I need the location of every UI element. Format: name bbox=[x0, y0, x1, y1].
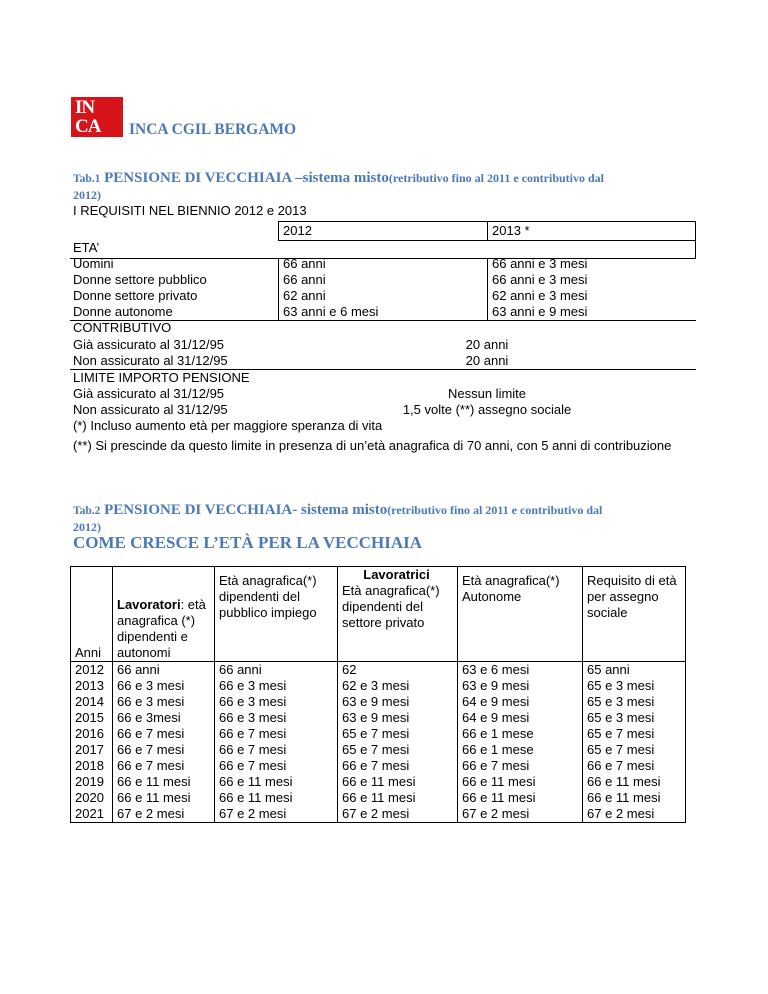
t1-row-label: Uomini bbox=[73, 256, 114, 271]
tab2-cell: 64 e 9 mesi bbox=[462, 694, 530, 709]
tab2-cell: 63 e 9 mesi bbox=[342, 710, 410, 725]
t1-row-2013: 63 anni e 9 mesi bbox=[492, 304, 588, 319]
t1-row-2012: 66 anni bbox=[283, 272, 326, 287]
tab2-cell-pubblico bbox=[215, 662, 338, 823]
t1-head-2013: 2013 * bbox=[492, 223, 530, 238]
tab2-cell: 2014 bbox=[75, 694, 104, 709]
tab2-cell: 66 e 1 mese bbox=[462, 726, 534, 741]
tab2-cell: 66 e 11 mesi bbox=[587, 790, 661, 805]
tab2-head-sociale bbox=[583, 567, 686, 662]
tab2-head-privato-l2: dipendenti del bbox=[342, 599, 423, 614]
tab2-cell: 2019 bbox=[75, 774, 104, 789]
tab2-head-lavoratori bbox=[113, 567, 215, 662]
t1-section-eta: ETA’ bbox=[73, 240, 100, 255]
tab2-cell: 62 bbox=[342, 662, 357, 677]
tab2-head-pubblico-l2: dipendenti del bbox=[219, 589, 300, 604]
tab2-cell: 67 e 2 mesi bbox=[587, 806, 655, 821]
logo-text-bottom: CA bbox=[75, 116, 101, 137]
tab2-table bbox=[70, 566, 686, 823]
tab2-cell-anni bbox=[71, 662, 113, 823]
tab2-cell: 67 e 2 mesi bbox=[219, 806, 287, 821]
tab1-prefix: Tab.1 bbox=[73, 173, 101, 185]
tab2-cell: 66 e 7 mesi bbox=[587, 758, 655, 773]
tab2-head-pubblico bbox=[215, 567, 338, 662]
tab2-cell: 66 e 3 mesi bbox=[219, 710, 287, 725]
tab2-cell: 66 anni bbox=[117, 662, 160, 677]
t1-contrib-label: Già assicurato al 31/12/95 bbox=[73, 337, 225, 352]
tab2-head-pubblico-l1: Età anagrafica(*) bbox=[219, 573, 317, 588]
brand-title: INCA CGIL BERGAMO bbox=[129, 121, 297, 138]
tab2-cell: 65 e 7 mesi bbox=[587, 742, 655, 757]
tab2-cell: 66 e 7 mesi bbox=[342, 758, 410, 773]
tab2-cell: 66 e 1 mese bbox=[462, 742, 534, 757]
tab2-cell: 2012 bbox=[75, 662, 104, 677]
tab2-cell: 66 e 11 mesi bbox=[117, 774, 191, 789]
t1-line-right bbox=[695, 240, 696, 259]
tab2-cell: 2018 bbox=[75, 758, 104, 773]
tab2-cell: 2021 bbox=[75, 806, 104, 821]
t1-section-limite: LIMITE IMPORTO PENSIONE bbox=[73, 370, 250, 385]
tab2-cell: 67 e 2 mesi bbox=[117, 806, 185, 821]
t1-line-v2 bbox=[487, 221, 488, 241]
tab2-note-line1: (retributivo fino al 2011 e contributivo dal bbox=[387, 503, 603, 517]
tab2-cell: 66 e 11 mesi bbox=[342, 790, 416, 805]
t1-row-label: Donne settore privato bbox=[73, 288, 198, 303]
tab1-note bbox=[73, 185, 101, 205]
t1-line-v1 bbox=[278, 221, 279, 241]
tab2-cell: 65 anni bbox=[587, 662, 630, 677]
tab2-head-lavoratori-l3: dipendenti e bbox=[117, 629, 188, 644]
t1-line-eta bbox=[70, 258, 696, 259]
tab2-cell: 66 e 7 mesi bbox=[117, 742, 185, 757]
tab2-head-sociale-l1: Requisito di età bbox=[587, 573, 677, 588]
tab2-cell: 66 e 7 mesi bbox=[117, 726, 185, 741]
t1-row-2013: 62 anni e 3 mesi bbox=[492, 288, 588, 303]
logo-text-top: IN bbox=[75, 97, 95, 118]
t1-row-label: Donne settore pubblico bbox=[73, 272, 207, 287]
tab2-head-privato bbox=[338, 567, 458, 662]
tab2-cell: 64 e 9 mesi bbox=[462, 710, 530, 725]
tab2-cell-sociale bbox=[583, 662, 686, 823]
tab2-cell: 65 e 3 mesi bbox=[587, 710, 655, 725]
tab2-cell: 66 e 7 mesi bbox=[117, 758, 185, 773]
tab1-title-text: PENSIONE DI VECCHIAIA –sistema misto bbox=[104, 170, 389, 186]
tab2-data-row bbox=[71, 662, 686, 823]
tab2-cell: 2016 bbox=[75, 726, 104, 741]
tab2-head-sociale-l2: per assegno bbox=[587, 589, 659, 604]
tab2-cell: 65 e 7 mesi bbox=[342, 742, 410, 757]
tab2-cell: 66 e 11 mesi bbox=[117, 790, 191, 805]
t1-row-2013: 66 anni e 3 mesi bbox=[492, 256, 588, 271]
t1-line-v4 bbox=[278, 258, 279, 320]
tab2-cell: 66 e 7 mesi bbox=[219, 726, 287, 741]
tab2-head-sociale-l3: sociale bbox=[587, 605, 628, 620]
t1-section-contrib: CONTRIBUTIVO bbox=[73, 320, 172, 335]
tab2-group-lavoratrici: Lavoratrici bbox=[363, 567, 430, 582]
tab2-cell: 63 e 9 mesi bbox=[462, 678, 530, 693]
tab2-cell: 66 e 11 mesi bbox=[462, 774, 536, 789]
tab2-cell-privato bbox=[338, 662, 458, 823]
tab2-head-anni bbox=[71, 567, 113, 662]
tab2-cell: 66 e 3 mesi bbox=[219, 694, 287, 709]
tab2-cell: 66 e 3mesi bbox=[117, 710, 181, 725]
t1-limite-value: Nessun limite bbox=[447, 386, 527, 401]
tab2-cell: 65 e 7 mesi bbox=[587, 726, 655, 741]
tab2-head-privato-l1: Età anagrafica(*) bbox=[342, 583, 440, 598]
tab2-cell: 66 e 7 mesi bbox=[462, 758, 530, 773]
tab2-cell: 66 e 7 mesi bbox=[219, 758, 287, 773]
tab2-cell-autonome bbox=[458, 662, 583, 823]
tab1-note-line2: 2012) bbox=[73, 188, 101, 202]
tab2-head-anni-text: Anni bbox=[75, 645, 102, 660]
tab2-head-lavoratori-l2: anagrafica (*) bbox=[117, 613, 196, 628]
t1-limite-label: Già assicurato al 31/12/95 bbox=[73, 386, 225, 401]
tab2-head-lavoratori-rest: : età bbox=[180, 597, 206, 612]
tab2-cell: 2017 bbox=[75, 742, 104, 757]
tab2-head-autonome bbox=[458, 567, 583, 662]
tab2-cell: 66 e 3 mesi bbox=[219, 678, 287, 693]
tab2-cell: 65 e 3 mesi bbox=[587, 678, 655, 693]
inca-logo bbox=[71, 97, 123, 137]
tab2-cell: 65 e 3 mesi bbox=[587, 694, 655, 709]
tab1-footnote1: (*) Incluso aumento età per maggiore speranza di vita bbox=[73, 418, 383, 433]
tab2-header-row bbox=[71, 567, 686, 662]
tab2-note-line2: 2012) bbox=[73, 520, 101, 534]
tab2-cell: 62 e 3 mesi bbox=[342, 678, 410, 693]
tab1-footnote2: (**) Si prescinde da questo limite in presenza di un’età anagrafica di 70 anni, con 5 anni di contribuzione bbox=[73, 438, 672, 453]
t1-contrib-value: 20 anni bbox=[465, 353, 509, 368]
tab2-title bbox=[73, 500, 713, 521]
tab2-head-autonome-l1: Età anagrafica(*) bbox=[462, 573, 560, 588]
tab2-cell: 66 e 11 mesi bbox=[219, 774, 293, 789]
t1-line-v5 bbox=[487, 258, 488, 320]
tab2-title-text: PENSIONE DI VECCHIAIA- sistema misto bbox=[104, 502, 388, 518]
t1-line-mid bbox=[278, 240, 696, 241]
t1-head-2012: 2012 bbox=[283, 223, 312, 238]
t1-line-v3 bbox=[695, 221, 696, 241]
t1-limite-value: 1,5 volte (**) assegno sociale bbox=[402, 402, 572, 417]
tab2-head-privato-l3: settore privato bbox=[342, 615, 425, 630]
tab2-head-autonome-l2: Autonome bbox=[462, 589, 522, 604]
tab2-prefix: Tab.2 bbox=[73, 505, 101, 517]
tab1-note-line1: (retributivo fino al 2011 e contributivo dal bbox=[388, 171, 605, 185]
t1-limite-label: Non assicurato al 31/12/95 bbox=[73, 402, 228, 417]
tab1-title bbox=[73, 168, 703, 189]
tab2-cell: 66 e 7 mesi bbox=[219, 742, 287, 757]
t1-row-2012: 62 anni bbox=[283, 288, 326, 303]
t1-row-2012: 63 anni e 6 mesi bbox=[283, 304, 379, 319]
tab2-cell: 65 e 7 mesi bbox=[342, 726, 410, 741]
tab2-cell: 66 e 11 mesi bbox=[587, 774, 661, 789]
tab2-cell: 2013 bbox=[75, 678, 104, 693]
t1-row-label: Donne autonome bbox=[73, 304, 173, 319]
tab2-cell: 63 e 6 mesi bbox=[462, 662, 530, 677]
tab2-cell: 67 e 2 mesi bbox=[462, 806, 530, 821]
t1-row-2012: 66 anni bbox=[283, 256, 326, 271]
tab1-subtitle: I REQUISITI NEL BIENNIO 2012 e 2013 bbox=[73, 203, 307, 218]
tab2-cell: 66 anni bbox=[219, 662, 262, 677]
tab2-head-pubblico-l3: pubblico impiego bbox=[219, 605, 317, 620]
tab2-cell: 66 e 11 mesi bbox=[342, 774, 416, 789]
t1-contrib-label: Non assicurato al 31/12/95 bbox=[73, 353, 228, 368]
tab2-head-lavoratori-bold: Lavoratori bbox=[117, 597, 181, 612]
tab2-cell-lavoratori bbox=[113, 662, 215, 823]
tab2-cell: 67 e 2 mesi bbox=[342, 806, 410, 821]
t1-row-2013: 66 anni e 3 mesi bbox=[492, 272, 588, 287]
tab2-cell: 66 e 3 mesi bbox=[117, 694, 185, 709]
tab2-cell: 66 e 11 mesi bbox=[462, 790, 536, 805]
tab2-cell: 63 e 9 mesi bbox=[342, 694, 410, 709]
tab2-cell: 2020 bbox=[75, 790, 104, 805]
tab2-cell: 66 e 11 mesi bbox=[219, 790, 293, 805]
t1-contrib-value: 20 anni bbox=[465, 337, 509, 352]
tab2-head-lavoratori-l1 bbox=[117, 597, 212, 613]
tab2-heading: COME CRESCE L’ETÀ PER LA VECCHIAIA bbox=[73, 533, 423, 552]
tab2-cell: 2015 bbox=[75, 710, 104, 725]
tab2-head-lavoratori-l4: autonomi bbox=[117, 645, 171, 660]
tab2-cell: 66 e 3 mesi bbox=[117, 678, 185, 693]
